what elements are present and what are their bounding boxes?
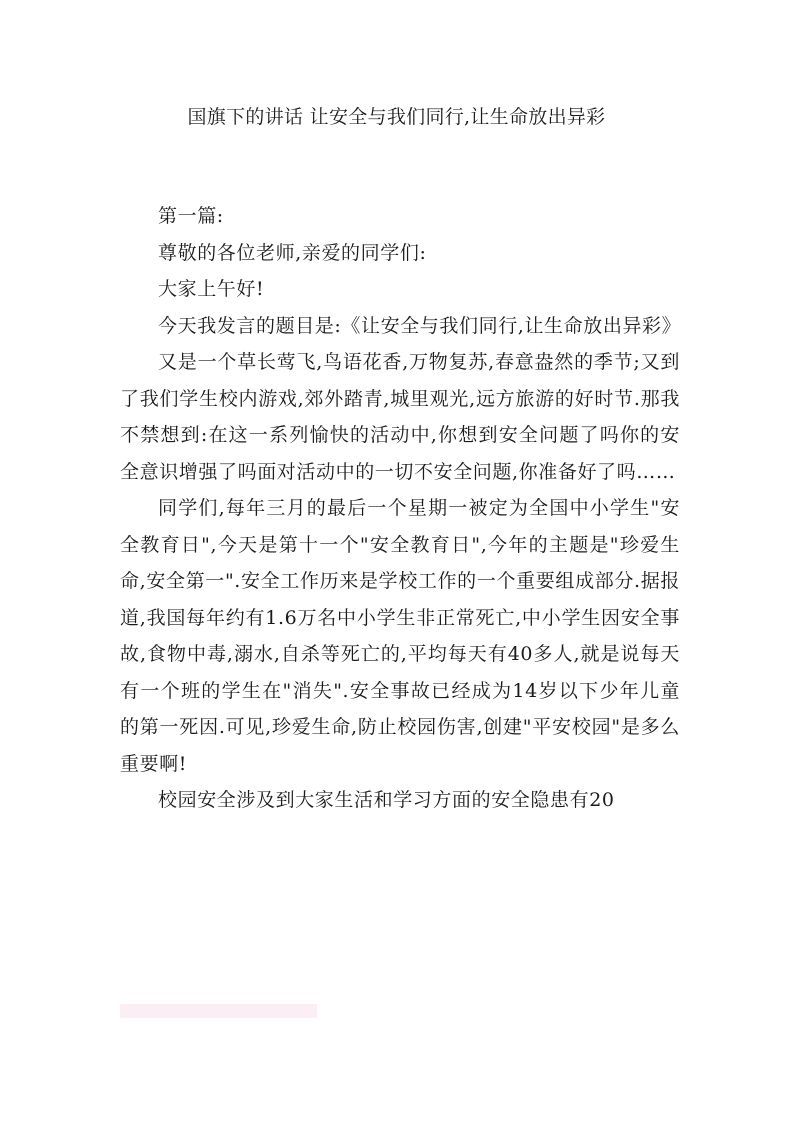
document-title: 国旗下的讲话 让安全与我们同行,让生命放出异彩 (187, 106, 606, 128)
paragraph-topic: 今天我发言的题目是:《让安全与我们同行,让生命放出异彩》 (158, 314, 682, 337)
paragraph-safety-day: 同学们,每年三月的最后一个星期一被定为全国中小学生"安全教育日",今天是第十一个"安全教育日",今年的主题是"珍爱生命,安全第一".安全工作历来是学校工作的一个重要组成部分.据报道,我国每年约有1.6万名中小学生非正常死亡,中小学生因安全事故,食物中毒,溺水,自杀等死亡的,平均每天有40多人,就是说每天有一个班的学生在"消失".安全事故已经成为14岁以下少年儿童的第一死因.可见,珍爱生命,防止校园伤害,创建"平安校园"是多么重要啊! (120, 497, 680, 775)
paragraph-greeting: 大家上午好! (158, 278, 265, 300)
document-body (120, 198, 680, 819)
paragraph-spring: 又是一个草长莺飞,鸟语花香,万物复苏,春意盎然的季节;又到了我们学生校内游戏,郊外踏青,城里观光,远方旅游的好时节.那我不禁想到:在这一系列愉快的活动中,你想到安全问题了吗你的安全意识增强了吗面对活动中的一切不安全问题,你准备好了吗…… (120, 351, 680, 483)
paragraph-salutation: 尊敬的各位老师,亲爱的同学们: (158, 241, 427, 264)
paragraph-campus-safety: 校园安全涉及到大家生活和学习方面的安全隐患有20 (158, 789, 615, 811)
paragraph-section-heading: 第一篇: (158, 205, 224, 227)
faded-watermark (120, 1004, 317, 1018)
